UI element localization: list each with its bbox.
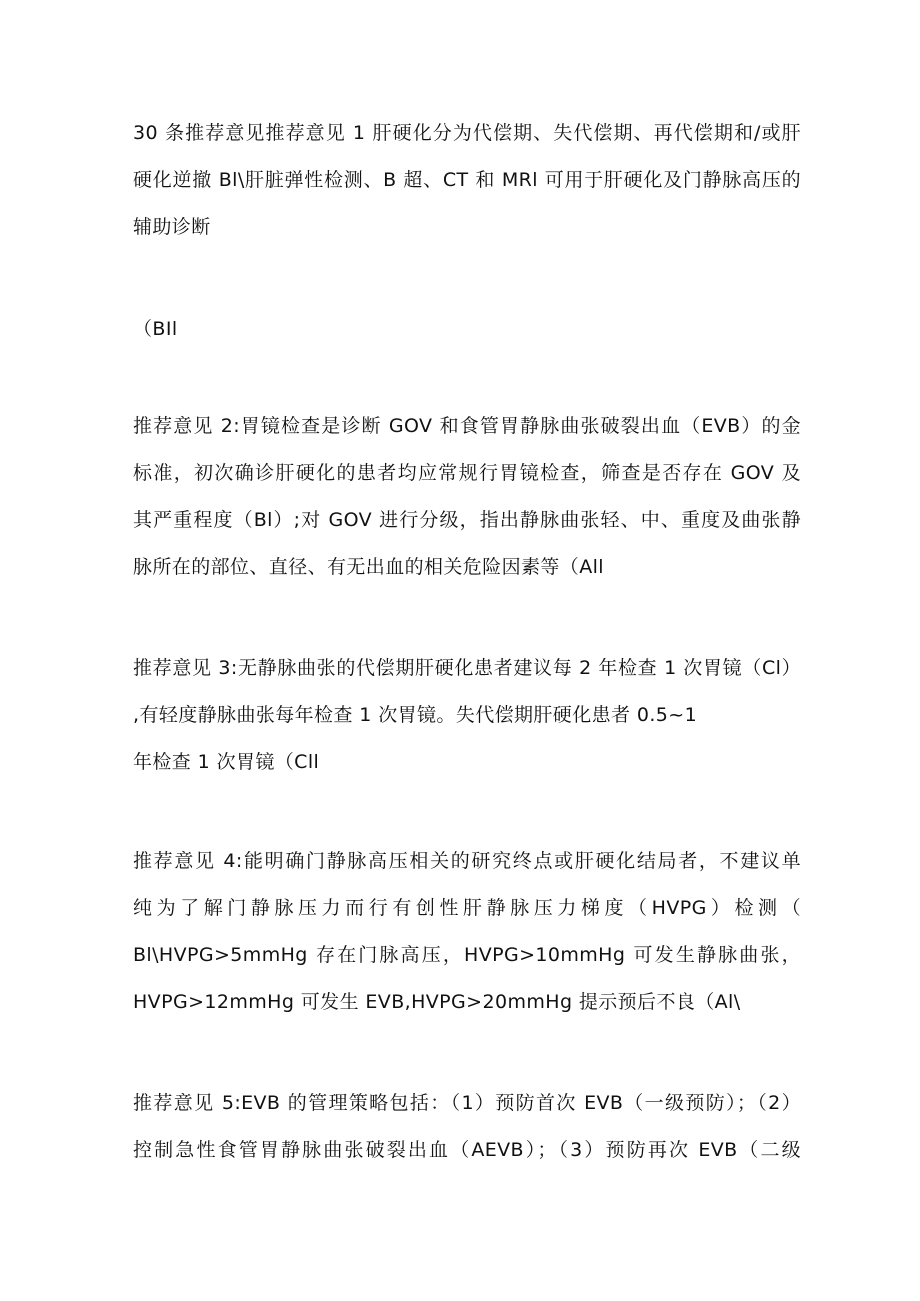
text-line: 30 条推荐意见推荐意见 1 肝硬化分为代偿期、失代偿期、再代偿期和/或肝 [133,122,801,144]
paragraph-grade-bii [133,306,801,353]
text-line: 推荐意见 3:无静脉曲张的代偿期肝硬化患者建议每 2 年检查 1 次胃镜（Cl） [133,657,801,679]
text-line: 脉所在的部位、直径、有无出血的相关危险因素等（All [133,556,604,578]
text-line: 推荐意见 4:能明确门静脉高压相关的研究终点或肝硬化结局者，不建议单 [133,850,801,872]
text-line: 年检查 1 次胃镜（Cll [133,751,320,773]
text-line: 辅助诊断 [133,216,211,238]
paragraph-recommendation-5 [133,1080,801,1174]
text-line: 推荐意见 2:胃镜检查是诊断 GOV 和食管胃静脉曲张破裂出血（EVB）的金 [133,415,801,437]
paragraph-recommendation-4 [133,838,801,1026]
text-line: 控制急性食管胃静脉曲张破裂出血（AEVB）；（3）预防再次 EVB（二级 [133,1139,801,1161]
text-line: Bl\HVPG>5mmHg 存在门脉高压，HVPG>10mmHg 可发生静脉曲张， [133,944,801,966]
text-line: （BIl [133,318,178,340]
text-line: 纯为了解门静脉压力而行有创性肝静脉压力梯度（HVPG）检测（ [133,897,801,919]
text-line: ,有轻度静脉曲张每年检查 1 次胃镜。失代偿期肝硬化患者 0.5~1 [133,704,698,726]
text-line: 标准，初次确诊肝硬化的患者均应常规行胃镜检查，筛查是否存在 GOV 及 [133,462,801,484]
text-line: HVPG>12mmHg 可发生 EVB,HVPG>20mmHg 提示预后不良（Al\ [133,991,741,1013]
paragraph-recommendation-1 [133,110,801,251]
paragraph-recommendation-2 [133,403,801,591]
text-line: 其严重程度（Bl）;对 GOV 进行分级，指出静脉曲张轻、中、重度及曲张静 [133,509,801,531]
text-line: 推荐意见 5:EVB 的管理策略包括：（1）预防首次 EVB（一级预防）；（2） [133,1092,801,1114]
paragraph-recommendation-3 [133,645,801,786]
text-line: 硬化逆撤 Bl\肝脏弹性检测、B 超、CT 和 MRl 可用于肝硬化及门静脉高压的 [133,169,801,191]
